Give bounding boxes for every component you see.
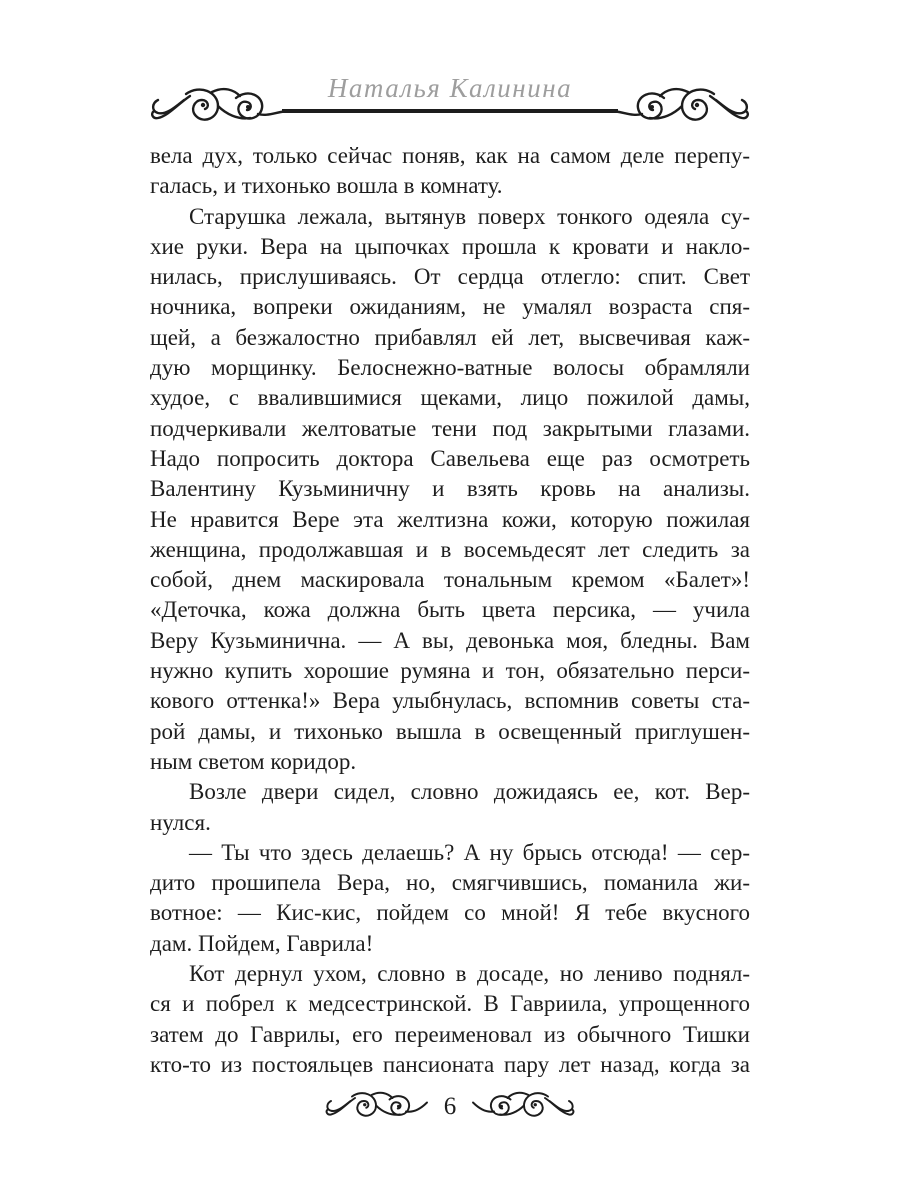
text-line: дито прошипела Вера, но, смягчившись, поманила жи- [150,870,750,896]
text-line: ным светом коридор. [150,748,357,774]
text-line: хие руки. Вера на цыпочках прошла к кровати и накло- [150,233,750,259]
text-line: галась, и тихонько вошла в комнату. [150,173,503,199]
flourish-swirl-icon [325,1086,430,1128]
text-line: подчеркивали желтоватые тени под закрытыми глазами. [150,415,750,441]
text-line: дую морщинку. Белоснежно-ватные волосы обрамляли [150,355,750,381]
text-line: нужно купить хорошие румяна и тон, обязательно перси- [150,658,750,684]
text-line: женщина, продолжавшая и в восемьдесят лет следить за [150,536,750,562]
text-line: ся и побрел к медсестринской. В Гавриила, упрощенного [150,991,750,1017]
text-line: кового оттенка!» Вера улыбнулась, вспомнив советы ста- [150,688,750,714]
text-line: Возле двери сидел, словно дожидаясь ее, кот. Вер- [189,779,750,805]
text-line: щей, а безжалостно прибавлял ей лет, высвечивая каж- [150,324,750,350]
text-line: вела дух, только сейчас поняв, как на самом деле перепу- [150,143,750,168]
text-line: Валентину Кузьминичну и взять кровь на анализы. [150,476,750,502]
text-line: вотное: — Кис-кис, пойдем со мной! Я тебе вкусного [150,900,750,926]
text-line: Старушка лежала, вытянув поверх тонкого одеяла су- [189,203,750,229]
text-line: — Ты что здесь делаешь? А ну брысь отсюда! — сер- [189,839,750,865]
text-line: «Деточка, кожа должна быть цвета персика, — учила [150,597,750,623]
running-header [150,73,750,136]
text-line: кто-то из постояльцев пансионата пару лет назад, когда за [150,1051,750,1077]
text-line: Веру Кузьминична. — А вы, девонька моя, бледны. Вам [150,627,750,653]
text-line: затем до Гаврилы, его переименовал из обычного Тишки [150,1021,750,1047]
text-line: рой дамы, и тихонько вышла в освещенный приглушен- [150,718,750,744]
page-number: 6 [443,1093,457,1120]
text-line: худое, с ввалившимися щеками, лицо пожилой дамы, [150,385,750,411]
flourish-swirl-icon [610,80,750,136]
text-line: дам. Пойдем, Гаврила! [150,930,374,956]
text-line: Надо попросить доктора Савельева еще раз осмотреть [150,445,750,471]
text-line: ночника, вопреки ожиданиям, не умалял возраста спя- [150,294,750,320]
text-line: нилась, прислушиваясь. От сердца отлегло: спит. Свет [150,264,750,290]
header-rule [282,109,618,113]
author-name: Наталья Калинина [327,73,573,103]
body-text [150,141,750,1080]
text-line: Не нравится Вере эта желтизна кожи, которую пожилая [150,506,750,532]
flourish-swirl-icon [470,1086,575,1128]
text-line: нулся. [150,809,211,835]
text-line: собой, днем маскировала тональным кремом «Балет»! [150,567,750,593]
page-footer [0,1086,900,1128]
text-line: Кот дернул ухом, словно в досаде, но лениво поднял- [189,961,750,987]
